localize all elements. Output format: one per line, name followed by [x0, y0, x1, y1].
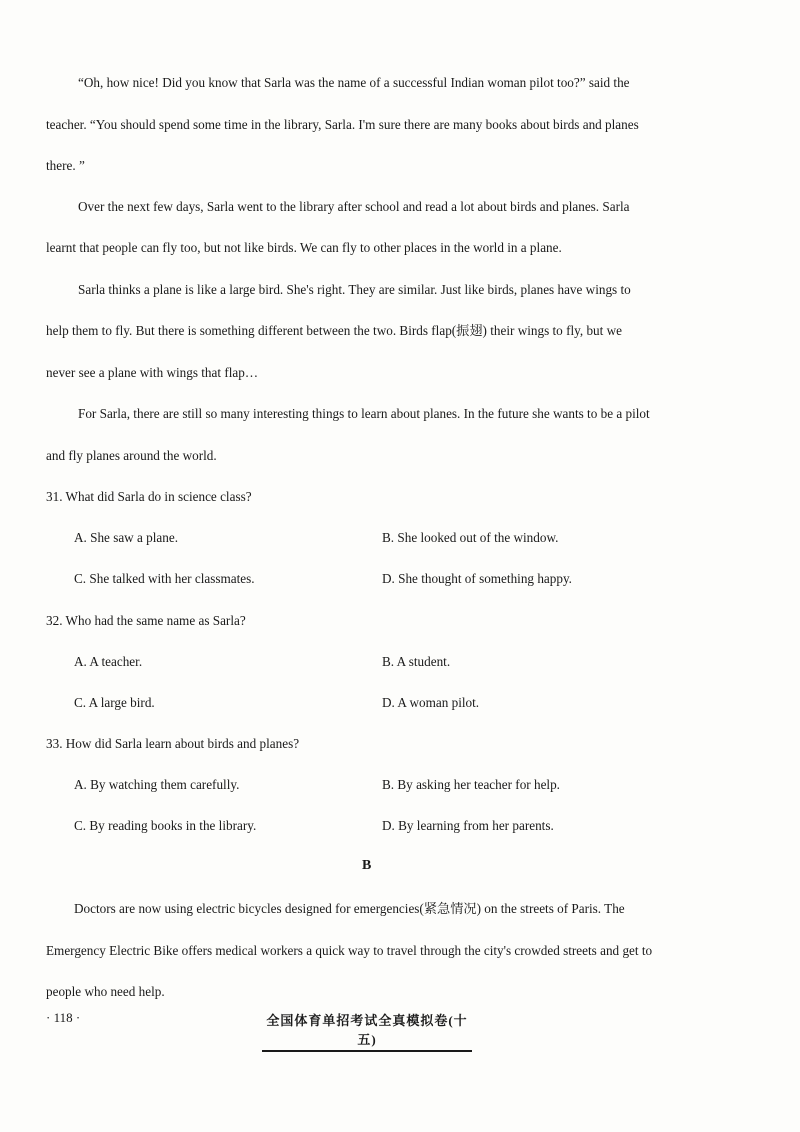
section-b-p1-line2: Emergency Electric Bike offers medical workers a quick way to travel through the city's crowded streets and get to [46, 943, 653, 958]
passage-a-p3-line3: never see a plane with wings that flap… [46, 365, 259, 380]
question-32-option-d: D. A woman pilot. [382, 695, 480, 710]
question-33-option-d: D. By learning from her parents. [382, 818, 554, 833]
question-31-option-b: B. She looked out of the window. [382, 530, 559, 545]
passage-a-p3-line2: help them to fly. But there is something different between the two. Birds flap(振翅) their wings to fly, but we [46, 323, 622, 338]
passage-a-p1-line3: there. ” [46, 158, 85, 173]
page-number: · 118 · [46, 1010, 81, 1025]
question-32-option-b: B. A student. [382, 654, 451, 669]
question-33-option-b: B. By asking her teacher for help. [382, 777, 560, 792]
question-31-stem: 31. What did Sarla do in science class? [46, 489, 252, 504]
passage-a-p2-line2: learnt that people can fly too, but not like birds. We can fly to other places in the world in a plane. [46, 240, 562, 255]
question-33-option-c: C. By reading books in the library. [74, 818, 257, 833]
question-32-option-a: A. A teacher. [74, 654, 143, 669]
question-33-stem: 33. How did Sarla learn about birds and planes? [46, 736, 300, 751]
passage-a-p4-line1: For Sarla, there are still so many interesting things to learn about planes. In the future she wants to be a pilot [78, 406, 650, 421]
section-b-p1-line3: people who need help. [46, 984, 165, 999]
question-31-option-a: A. She saw a plane. [74, 530, 179, 545]
question-32-option-c: C. A large bird. [74, 695, 155, 710]
footer-exam-title: 全国体育单招考试全真模拟卷(十五) [262, 1010, 472, 1052]
passage-a-p3-line1: Sarla thinks a plane is like a large bird. She's right. They are similar. Just like birds, planes have wings to [78, 282, 631, 297]
question-32-stem: 32. Who had the same name as Sarla? [46, 613, 246, 628]
question-33-option-a: A. By watching them carefully. [74, 777, 240, 792]
passage-a-p1-line2: teacher. “You should spend some time in the library, Sarla. I'm sure there are many books about birds and planes [46, 117, 639, 132]
passage-a-p4-line2: and fly planes around the world. [46, 448, 217, 463]
section-b-heading: B [362, 858, 372, 873]
question-31-option-c: C. She talked with her classmates. [74, 571, 255, 586]
passage-a-p1-line1: “Oh, how nice! Did you know that Sarla was the name of a successful Indian woman pilot too?” said the [78, 75, 630, 90]
section-b-p1-line1: Doctors are now using electric bicycles designed for emergencies(紧急情况) on the streets of Paris. The [74, 901, 625, 916]
passage-a-p2-line1: Over the next few days, Sarla went to the library after school and read a lot about birds and planes. Sarla [78, 199, 630, 214]
question-31-option-d: D. She thought of something happy. [382, 571, 572, 586]
